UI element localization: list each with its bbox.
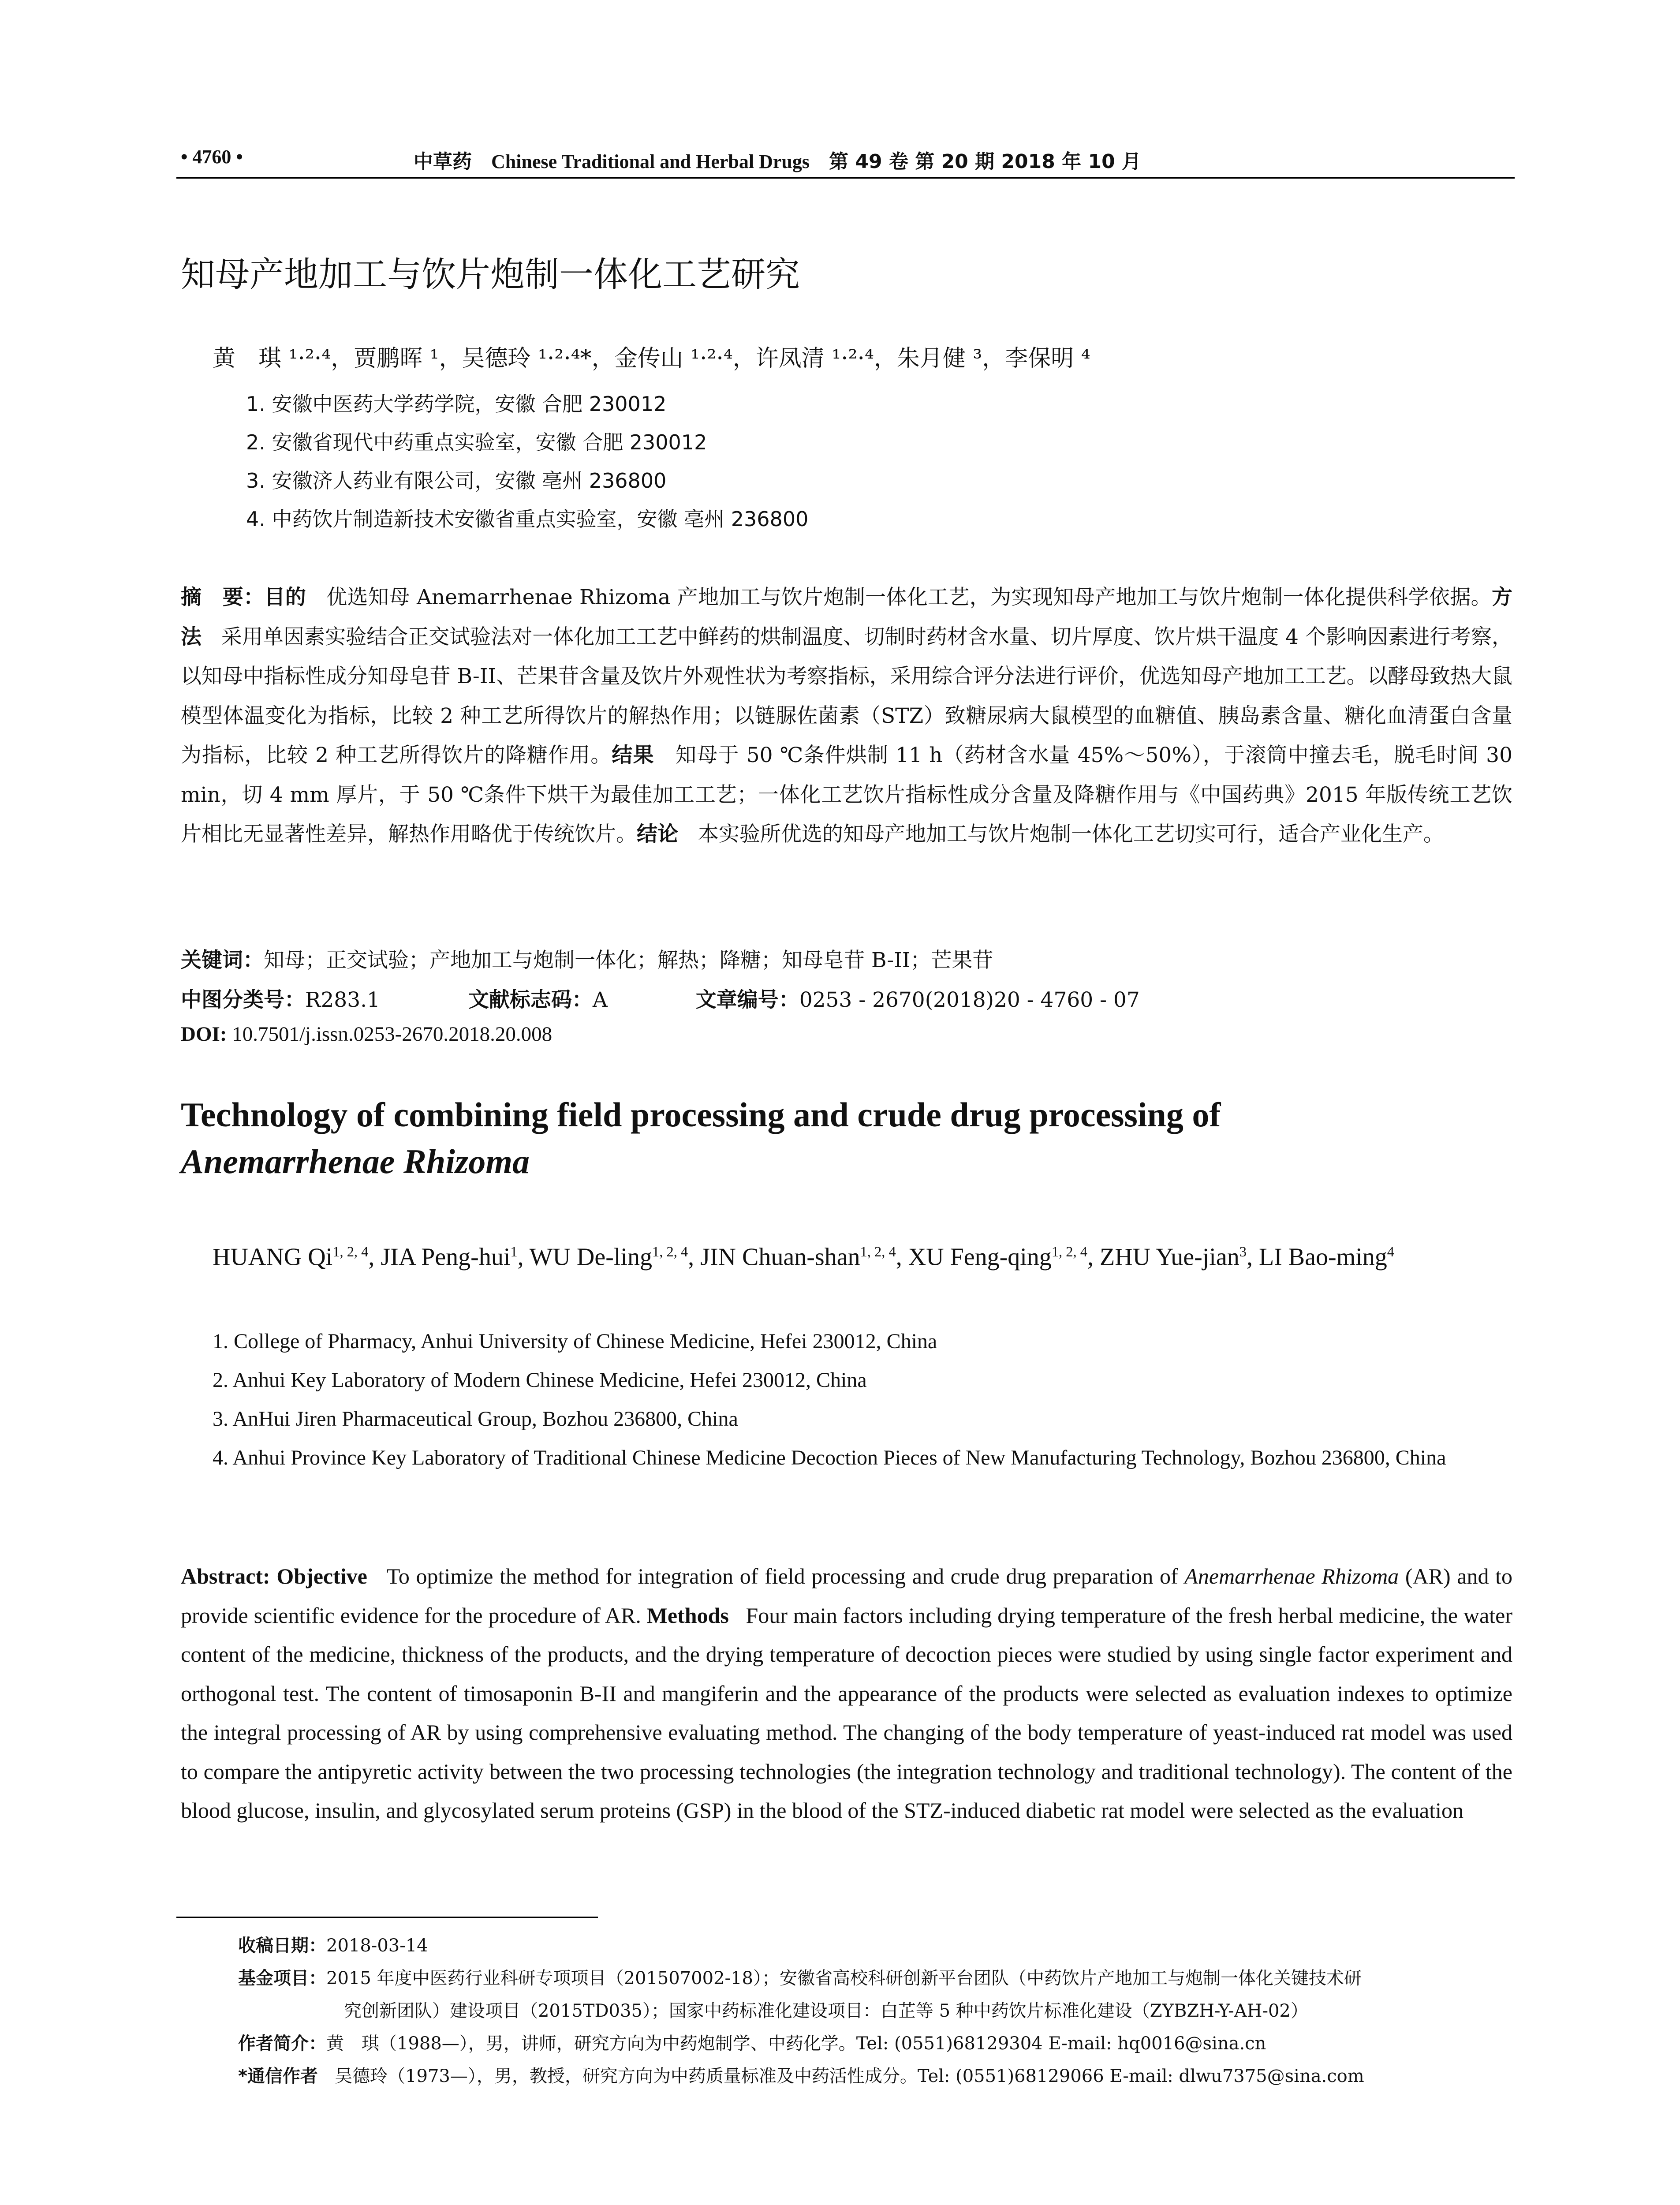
doi-value: 10.7501/j.issn.0253-2670.2018.20.008 (232, 1023, 553, 1046)
methods-cn: 采用单因素实验结合正交试验法对一体化加工工艺中鲜药的烘制温度、切制时药材含水量、切片厚度、饮片烘干温度 4 个影响因素进行考察，以知母中指标性成分知母皂苷 B-II、芒果苷含量及饮片外观性状为考察指标，采用综合评分法进行评价，优选知母产地加工工艺。以酵母致热大鼠模型体温变化为指标，比较 2 种工艺所得饮片的解热作用；以链脲佐菌素（STZ）致糖尿病大鼠模型的血糖值、胰岛素含量、糖化血清蛋白含量为指标，比较 2 种工艺所得饮片的降糖作用。 (181, 624, 1513, 767)
corresponding-text: 吴德玲（1973—），男，教授，研究方向为中药质量标准及中药活性成分。Tel: (0551)68129066 E-mail: dlwu7375@sina.com (335, 2066, 1364, 2086)
doi-label: DOI: (181, 1023, 227, 1046)
footnote-rule (176, 1917, 598, 1918)
author-bio-text: 黄 琪（1988—），男，讲师，研究方向为中药炮制学、中药化学。Tel: (0551)68129304 E-mail: hq0016@sina.cn (326, 2033, 1266, 2054)
article-number-label: 文章编号： (695, 988, 799, 1012)
article-number-value: 0253 - 2670(2018)20 - 4760 - 07 (799, 988, 1140, 1012)
conclusion-cn: 本实验所优选的知母产地加工与饮片炮制一体化工艺切实可行，适合产业化生产。 (698, 822, 1444, 846)
affiliation-en-2: 2. Anhui Key Laboratory of Modern Chinese Medicine, Hefei 230012, China (213, 1368, 867, 1392)
doc-code-label: 文献标志码： (468, 988, 593, 1012)
affiliation-cn-2: 2. 安徽省现代中药重点实验室，安徽 合肥 230012 (246, 430, 707, 454)
methods-label-cn: 方法 (181, 585, 1513, 649)
author-bio (238, 2029, 1266, 2055)
received-label: 收稿日期： (238, 1936, 326, 1956)
title-en (181, 1091, 1504, 1185)
journal-name-en: Chinese Traditional and Herbal Drugs (491, 151, 810, 172)
doc-code-value: A (592, 988, 608, 1012)
classification-line (181, 983, 1140, 1013)
fund-line-1 (238, 1964, 1362, 1989)
abstract-cn (181, 578, 1512, 854)
objective-en-species: Anemarrhenae Rhizoma (1184, 1564, 1399, 1588)
objective-en-a: To optimize the method for integration of field processing and crude drug preparation of (386, 1564, 1178, 1588)
abstract-en-label: Abstract: Objective (181, 1564, 367, 1588)
title-en-species: Anemarrhenae Rhizoma (181, 1142, 530, 1181)
affiliation-en-1: 1. College of Pharmacy, Anhui University of Chinese Medicine, Hefei 230012, China (213, 1330, 937, 1353)
abstract-en (181, 1557, 1512, 1830)
corresponding-author (238, 2062, 1364, 2087)
affiliation-en-4: 4. Anhui Province Key Laboratory of Traditional Chinese Medicine Decoction Pieces of New Manufacturing Technology, Bozhou 236800, China (213, 1446, 1446, 1469)
results-cn: 知母于 50 ℃条件烘制 11 h（药材含水量 45%～50%），于滚筒中撞去毛，脱毛时间 30 min，切 4 mm 厚片，于 50 ℃条件下烘干为最佳加工工艺；一体化工艺饮片指标性成分含量及降糖作用与《中国药典》2015 年版传统工艺饮片相比无显著性差异，解热作用略优于传统饮片。 (181, 743, 1512, 846)
title-en-line1: Technology of combining field processing and crude drug processing of (181, 1095, 1221, 1134)
doi-line (181, 1022, 552, 1046)
methods-en: Four main factors including drying temperature of the fresh herbal medicine, the water content of the medicine, thickness of the products, and the drying temperature of decoction pieces were studied by using single factor experiment and orthogonal test. The content of timosaponin B-II and mangiferin and the appearance of the products were selected as evaluation indexes to optimize the integral processing of AR by using comprehensive evaluating method. The changing of the body temperature of yeast-induced rat model was used to compare the antipyretic activity between the two processing technologies (the integration technology and traditional technology). The content of the blood glucose, insulin, and glycosylated serum proteins (GSP) in the blood of the STZ-induced diabetic rat model were selected as the evaluation (181, 1603, 1513, 1823)
affiliation-en-3: 3. AnHui Jiren Pharmaceutical Group, Bozhou 236800, China (213, 1407, 738, 1431)
keywords-label: 关键词： (181, 948, 264, 972)
corresponding-label: *通信作者 (238, 2066, 318, 2086)
fund-label: 基金项目： (238, 1968, 326, 1988)
authors-en: HUANG Qi$^{1, 2, 4}$, JIA Peng-hui$^1$, WU De-ling$^{1, 2, 4}$, JIN Chuan-shan$^{1, 2, 4}$, XU Feng-qing$^{1, 2, 4}$, ZHU Yue-jian$^3$, LI Bao-ming$^4$ (213, 1243, 1395, 1271)
clc-value: R283.1 (305, 988, 380, 1012)
journal-header (414, 146, 1141, 174)
fund-text-1: 2015 年度中医药行业科研专项项目（201507002-18）；安徽省高校科研创新平台团队（中药饮片产地加工与炮制一体化关键技术研 (326, 1968, 1362, 1988)
journal-issue: 第 49 卷 第 20 期 2018 年 10 月 (829, 150, 1142, 173)
received-value: 2018-03-14 (326, 1936, 428, 1956)
objective-en-b: (AR) and to provide scientific evidence for the procedure of AR. (181, 1564, 1512, 1628)
page-number: • 4760 • (181, 146, 243, 168)
affiliation-cn-3: 3. 安徽济人药业有限公司，安徽 亳州 236800 (246, 469, 667, 493)
results-label-cn: 结果 (612, 743, 654, 767)
fund-line-2: 究创新团队）建设项目（2015TD035）；国家中药标准化建设项目：白芷等 5 种中药饮片标准化建设（ZYBZH-Y-AH-02） (344, 2001, 1308, 2021)
authors-cn: 黄 琪 ¹·²·⁴，贾鹏晖 ¹，吴德玲 ¹·²·⁴*，金传山 ¹·²·⁴，许凤清 ¹·²·⁴，朱月健 ³，李保明 ⁴ (213, 345, 1090, 372)
title-cn: 知母产地加工与饮片炮制一体化工艺研究 (181, 255, 800, 295)
author-bio-label: 作者简介： (238, 2033, 326, 2054)
header-rule (176, 177, 1515, 179)
received-date (238, 1932, 428, 1957)
objective-label-cn: 目的 (264, 585, 306, 609)
objective-cn: 优选知母 Anemarrhenae Rhizoma 产地加工与饮片炮制一体化工艺，为实现知母产地加工与饮片炮制一体化提供科学依据。 (326, 585, 1492, 609)
journal-name-cn: 中草药 (414, 150, 472, 173)
affiliation-cn-4: 4. 中药饮片制造新技术安徽省重点实验室，安徽 亳州 236800 (246, 507, 809, 531)
conclusion-label-cn: 结论 (637, 822, 678, 846)
clc-label: 中图分类号： (181, 988, 305, 1012)
abstract-cn-label: 摘 要： (181, 585, 265, 609)
keywords-cn (181, 944, 993, 973)
affiliation-cn-1: 1. 安徽中医药大学药学院，安徽 合肥 230012 (246, 392, 667, 416)
keywords-text: 知母；正交试验；产地加工与炮制一体化；解热；降糖；知母皂苷 B-II；芒果苷 (264, 948, 993, 972)
methods-label-en: Methods (646, 1603, 729, 1628)
